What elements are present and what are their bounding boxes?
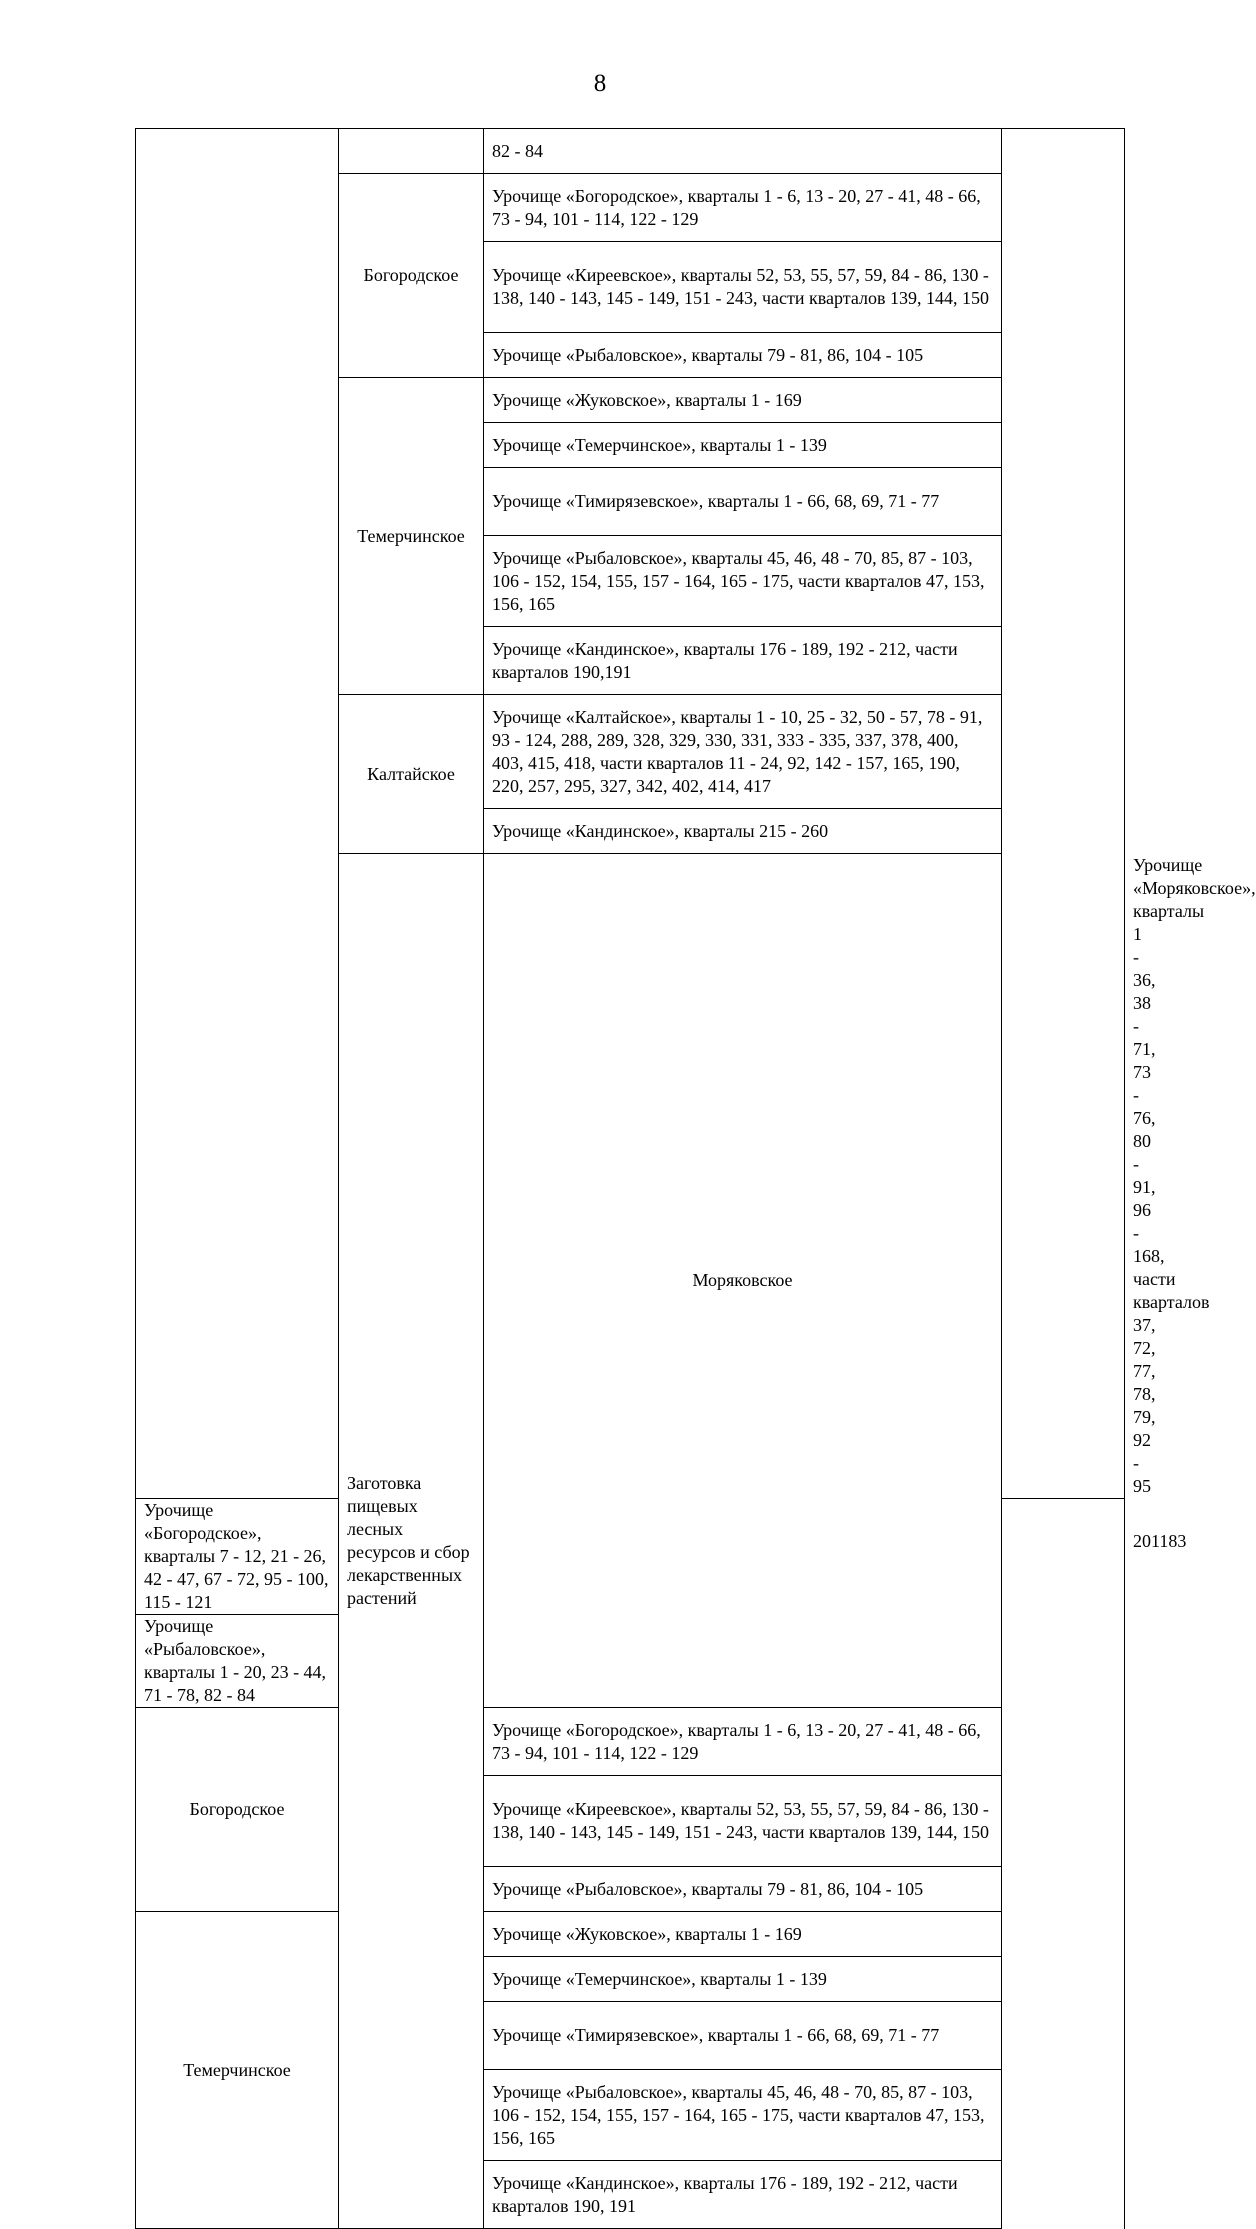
location-cell: Урочище «Рыбаловское», кварталы 79 - 81, 86, 104 - 105: [484, 1867, 1002, 1912]
district-cell: Темерчинское: [136, 1912, 339, 2229]
location-cell: Урочище «Киреевское», кварталы 52, 53, 55, 57, 59, 84 - 86, 130 - 138, 140 - 143, 145 - 149, 151 - 243, части кварталов 139, 144, 150: [484, 242, 1002, 333]
location-cell: Урочище «Жуковское», кварталы 1 - 169: [484, 1912, 1002, 1957]
location-cell: Урочище «Кандинское», кварталы 176 - 189, 192 - 212, части кварталов 190, 191: [484, 2161, 1002, 2229]
district-cell: Темерчинское: [339, 378, 484, 695]
district-cell: Моряковское: [484, 854, 1002, 1708]
location-cell: Урочище «Темерчинское», кварталы 1 - 139: [484, 1957, 1002, 2002]
table-row: Заготовка пищевых лесных ресурсов и сбор лекарственных растений Моряковское Урочище «Моряковское», кварталы 1 - 36, 38 - 71, 73 - 76, 80 - 91, 96 - 168, части кварталов 37, 72, 77, 78, 79, 92 - 95 201183: [136, 854, 1125, 1499]
district-cell: Калтайское: [339, 695, 484, 854]
location-cell: Урочище «Рыбаловское», кварталы 1 - 20, 23 - 44, 71 - 78, 82 - 84: [136, 1615, 339, 1708]
location-cell: Урочище «Кандинское», кварталы 215 - 260: [484, 809, 1002, 854]
area-cell-empty: [1002, 129, 1125, 1499]
location-cell: Урочище «Жуковское», кварталы 1 - 169: [484, 378, 1002, 423]
activity-cell-empty: [136, 129, 339, 1499]
location-cell: Урочище «Кандинское», кварталы 176 - 189, 192 - 212, части кварталов 190,191: [484, 627, 1002, 695]
page-number: 8: [593, 70, 607, 97]
district-cell: Богородское: [339, 174, 484, 378]
location-cell: Урочище «Богородское», кварталы 1 - 6, 13 - 20, 27 - 41, 48 - 66, 73 - 94, 101 - 114, 122 - 129: [484, 1708, 1002, 1776]
forest-areas-table: [135, 128, 1256, 2229]
location-cell: Урочище «Тимирязевское», кварталы 1 - 66, 68, 69, 71 - 77: [484, 2002, 1002, 2070]
location-cell: 82 - 84: [484, 129, 1002, 174]
location-cell: Урочище «Темерчинское», кварталы 1 - 139: [484, 423, 1002, 468]
table-row: [136, 129, 1125, 174]
location-cell: Урочище «Рыбаловское», кварталы 45, 46, 48 - 70, 85, 87 - 103, 106 - 152, 154, 155, 157 - 164, 165 - 175, части кварталов 47, 153, 156, 165: [484, 536, 1002, 627]
location-cell: Урочище «Тимирязевское», кварталы 1 - 66, 68, 69, 71 - 77: [484, 468, 1002, 536]
activity-cell: Заготовка пищевых лесных ресурсов и сбор лекарственных растений: [339, 854, 484, 2229]
location-cell: Урочище «Богородское», кварталы 1 - 6, 13 - 20, 27 - 41, 48 - 66, 73 - 94, 101 - 114, 122 - 129: [484, 174, 1002, 242]
district-cell: Богородское: [136, 1708, 339, 1912]
table-row: [136, 1708, 1125, 1776]
location-cell: Урочище «Киреевское», кварталы 52, 53, 55, 57, 59, 84 - 86, 130 - 138, 140 - 143, 145 - 149, 151 - 243, части кварталов 139, 144, 150: [484, 1776, 1002, 1867]
district-cell-empty: [339, 129, 484, 174]
location-cell: Урочище «Калтайское», кварталы 1 - 10, 25 - 32, 50 - 57, 78 - 91, 93 - 124, 288, 289, 328, 329, 330, 331, 333 - 335, 337, 378, 400, 403, 415, 418, части кварталов 11 - 24, 92, 142 - 157, 165, 190, 220, 257, 295, 327, 342, 402, 414, 417: [484, 695, 1002, 809]
table-row: [136, 1912, 1125, 1957]
location-cell: Урочище «Рыбаловское», кварталы 45, 46, 48 - 70, 85, 87 - 103, 106 - 152, 154, 155, 157 - 164, 165 - 175, части кварталов 47, 153, 156, 165: [484, 2070, 1002, 2161]
location-cell: Урочище «Богородское», кварталы 7 - 12, 21 - 26, 42 - 47, 67 - 72, 95 - 100, 115 - 121: [136, 1499, 339, 1615]
location-cell: Урочище «Рыбаловское», кварталы 79 - 81, 86, 104 - 105: [484, 333, 1002, 378]
